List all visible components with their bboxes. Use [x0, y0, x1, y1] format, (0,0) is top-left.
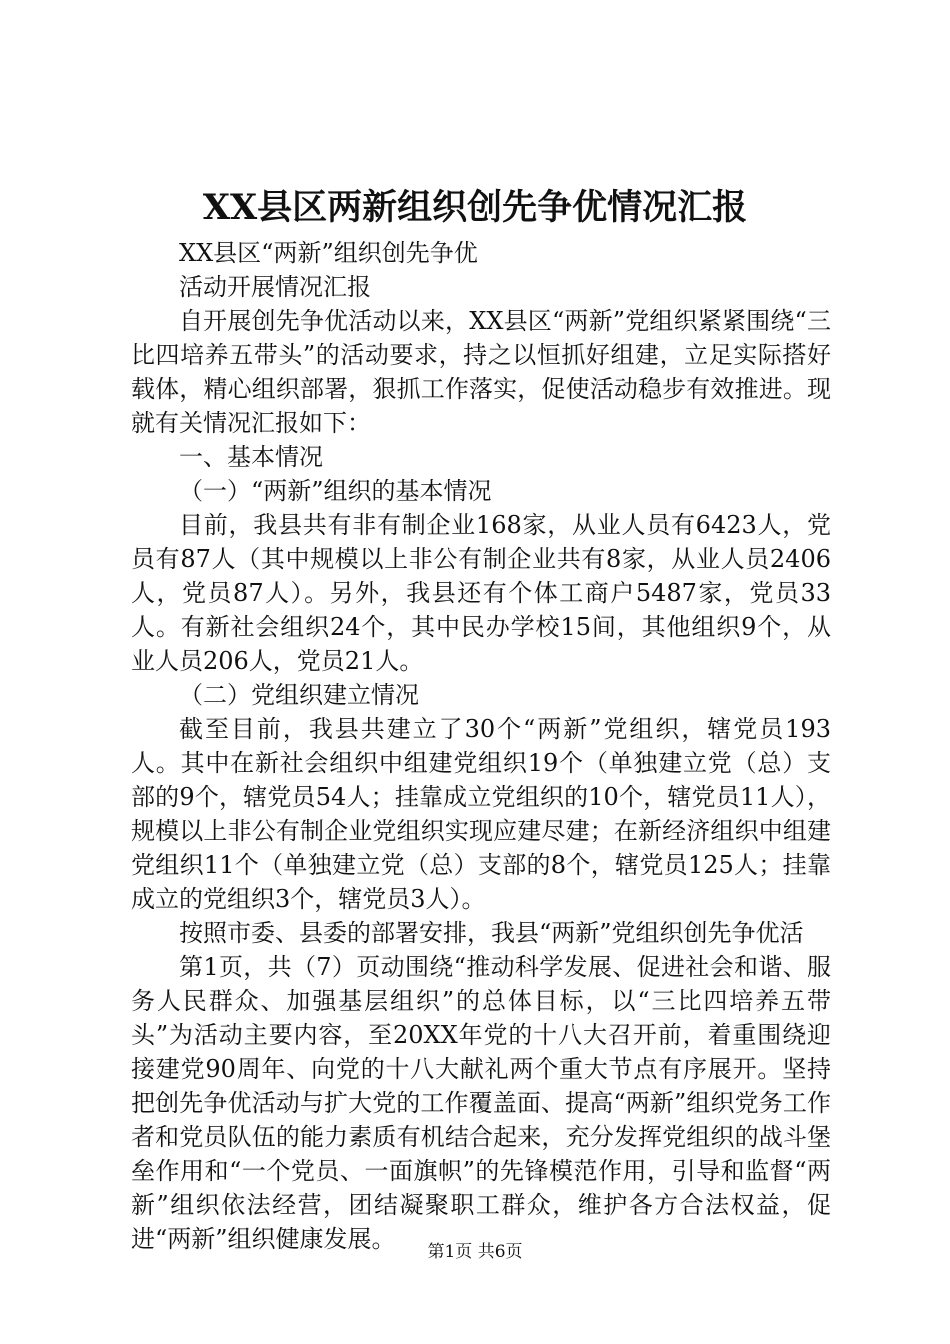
- arrangement-paragraph: 按照市委、县委的部署安排，我县“两新”党组织创先争优活: [179, 919, 804, 947]
- intro-paragraph: 自开展创先争优活动以来，XX县区“两新”党组织紧紧围绕“三比四培养五带头”的活动要求，持之以恒抓好组建，立足实际搭好载体，精心组织部署，狠抓工作落实，促使活动稳步有效推进。现就有关情况汇报如下：: [131, 307, 831, 437]
- document-body: [131, 236, 831, 1256]
- subtitle-line-2: 活动开展情况汇报: [179, 273, 371, 301]
- page-footer: 第1页 共6页: [427, 1242, 523, 1262]
- party-org-paragraph: 截至目前，我县共建立了30个“两新”党组织，辖党员193人。其中在新社会组织中组建党组织19个（单独建立党（总）支部的9个，辖党员54人；挂靠成立党组织的10个，辖党员11人），规模以上非公有制企业党组织实现应建尽建；在新经济组织中组建党组织11个（单独建立党（总）支部的8个，辖党员125人；挂靠成立的党组织3个，辖党员3人）。: [131, 715, 831, 913]
- subsection-heading-2: （二）党组织建立情况: [179, 681, 419, 709]
- goals-paragraph: 第1页，共（7）页动围绕“推动科学发展、促进社会和谐、服务人民群众、加强基层组织”的总体目标，以“三比四培养五带头”为活动主要内容，至20XX年党的十八大召开前，着重围绕迎接建党90周年、向党的十八大献礼两个重大节点有序展开。坚持把创先争优活动与扩大党的工作覆盖面、提高“两新”组织党务工作者和党员队伍的能力素质有机结合起来，充分发挥党组织的战斗堡垒作用和“一个党员、一面旗帜”的先锋模范作用，引导和监督“两新”组织依法经营，团结凝聚职工群众，维护各方合法权益，促进“两新”组织健康发展。: [131, 953, 831, 1253]
- subsection-heading-1: （一）“两新”组织的基本情况: [179, 477, 492, 505]
- document-title: XX县区两新组织创先争优情况汇报: [202, 187, 748, 228]
- basic-info-paragraph: 目前，我县共有非有制企业168家，从业人员有6423人，党员有87人（其中规模以上非公有制企业共有8家，从业人员2406人，党员87人）。另外，我县还有个体工商户5487家，党员33人。有新社会组织24个，其中民办学校15间，其他组织9个，从业人员206人，党员21人。: [131, 511, 831, 675]
- subtitle-line-1: XX县区“两新”组织创先争优: [179, 239, 478, 267]
- section-heading-basic: 一、基本情况: [179, 443, 323, 471]
